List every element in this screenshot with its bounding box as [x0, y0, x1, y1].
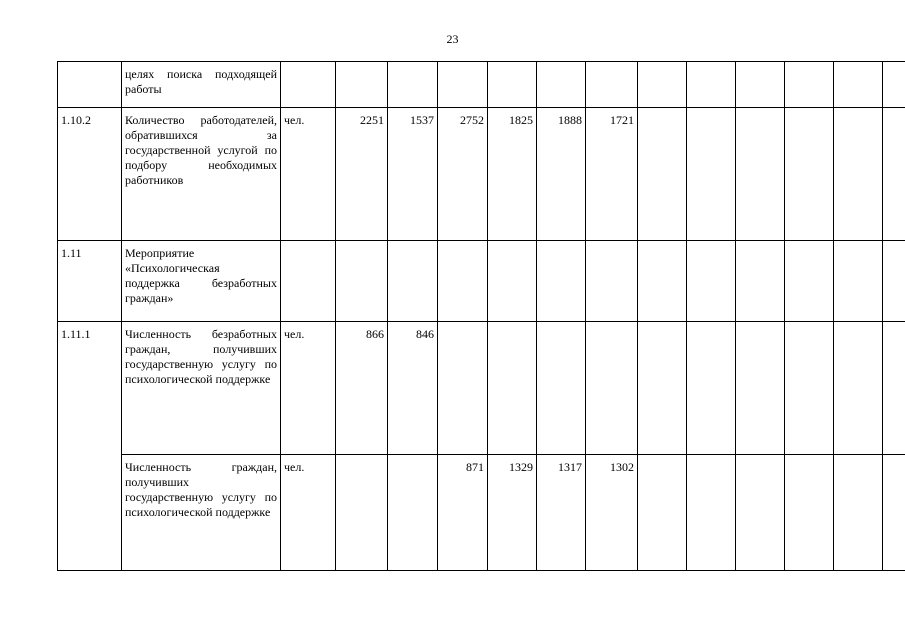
value-cell: [488, 322, 537, 455]
value-cell: [687, 455, 736, 571]
value-cell: [883, 322, 905, 455]
row-code: 1.10.2: [58, 108, 122, 241]
row-unit: [281, 62, 336, 108]
value-cell: [687, 322, 736, 455]
value-cell: [834, 455, 883, 571]
value-cell: [388, 62, 438, 108]
value-cell: 1302: [586, 455, 638, 571]
value-cell: [638, 455, 687, 571]
value-cell: [537, 241, 586, 322]
value-cell: [736, 322, 785, 455]
value-cell: [687, 241, 736, 322]
value-cell: 1825: [488, 108, 537, 241]
value-cell: [438, 62, 488, 108]
value-cell: [488, 241, 537, 322]
value-cell: [586, 62, 638, 108]
value-cell: [736, 62, 785, 108]
value-cell: [785, 322, 834, 455]
row-code: 1.11: [58, 241, 122, 322]
value-cell: [834, 108, 883, 241]
value-cell: [336, 455, 388, 571]
value-cell: [883, 108, 905, 241]
value-cell: 1721: [586, 108, 638, 241]
value-cell: [336, 62, 388, 108]
value-cell: [736, 241, 785, 322]
value-cell: 846: [388, 322, 438, 455]
value-cell: [785, 62, 834, 108]
value-cell: [388, 241, 438, 322]
indicators-table: [57, 61, 905, 571]
value-cell: [438, 241, 488, 322]
value-cell: [785, 241, 834, 322]
table-row: [58, 108, 905, 241]
row-unit: чел.: [281, 322, 336, 455]
value-cell: 1537: [388, 108, 438, 241]
value-cell: [785, 108, 834, 241]
row-description: Численность безработных граждан, получивших государственную услугу по психологической поддержке: [122, 322, 281, 455]
value-cell: 1888: [537, 108, 586, 241]
value-cell: [438, 322, 488, 455]
value-cell: [736, 455, 785, 571]
row-unit: [281, 241, 336, 322]
row-description: целях поиска подходящей работы: [122, 62, 281, 108]
value-cell: [537, 322, 586, 455]
value-cell: [638, 241, 687, 322]
value-cell: [638, 62, 687, 108]
value-cell: 2251: [336, 108, 388, 241]
value-cell: 1317: [537, 455, 586, 571]
table-row: [58, 322, 905, 455]
page-number: 23: [446, 32, 459, 46]
value-cell: [388, 455, 438, 571]
value-cell: [336, 241, 388, 322]
value-cell: [537, 62, 586, 108]
table-row: [58, 455, 905, 571]
row-code: [58, 62, 122, 108]
value-cell: 2752: [438, 108, 488, 241]
value-cell: [638, 108, 687, 241]
value-cell: [834, 322, 883, 455]
value-cell: [687, 108, 736, 241]
value-cell: [638, 322, 687, 455]
value-cell: [736, 108, 785, 241]
value-cell: [883, 241, 905, 322]
row-code: 1.11.1: [58, 322, 122, 571]
value-cell: [488, 62, 537, 108]
value-cell: [883, 455, 905, 571]
value-cell: 1329: [488, 455, 537, 571]
table-row: [58, 62, 905, 108]
row-description: Численность граждан, получивших государственную услугу по психологической поддержке: [122, 455, 281, 571]
value-cell: 866: [336, 322, 388, 455]
row-unit: чел.: [281, 108, 336, 241]
value-cell: [687, 62, 736, 108]
table-row: [58, 241, 905, 322]
value-cell: [834, 241, 883, 322]
row-unit: чел.: [281, 455, 336, 571]
value-cell: [883, 62, 905, 108]
value-cell: [785, 455, 834, 571]
value-cell: [586, 322, 638, 455]
value-cell: 871: [438, 455, 488, 571]
value-cell: [834, 62, 883, 108]
row-description: Мероприятие «Психологическая поддержка безработных граждан»: [122, 241, 281, 322]
row-description: Количество работодателей, обратившихся за государственной услугой по подбору необходимых работников: [122, 108, 281, 241]
value-cell: [586, 241, 638, 322]
